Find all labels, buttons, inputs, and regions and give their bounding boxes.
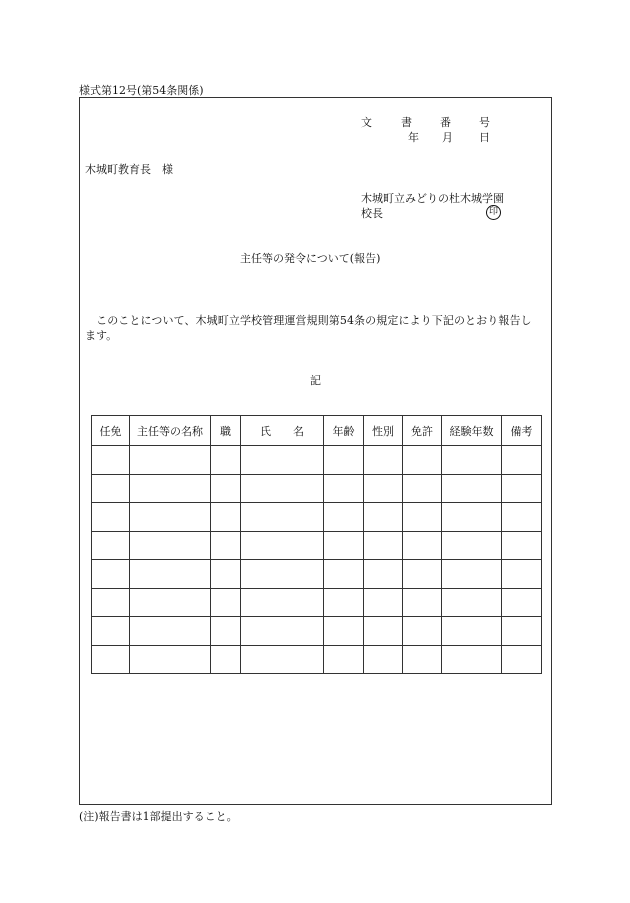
table-row bbox=[92, 560, 542, 589]
table-cell bbox=[403, 474, 442, 503]
table-cell bbox=[364, 474, 403, 503]
table-cell bbox=[241, 446, 324, 475]
table-cell bbox=[403, 531, 442, 560]
subject: 主任等の発令について(報告) bbox=[240, 252, 381, 265]
table-cell bbox=[442, 645, 502, 674]
table-cell bbox=[502, 617, 542, 646]
table-cell bbox=[211, 474, 241, 503]
table-cell bbox=[241, 531, 324, 560]
table-cell bbox=[130, 531, 211, 560]
table-row bbox=[92, 446, 542, 475]
table-cell bbox=[241, 474, 324, 503]
table-cell bbox=[364, 617, 403, 646]
header-name: 氏 名 bbox=[241, 416, 324, 446]
table-cell bbox=[130, 645, 211, 674]
table-cell bbox=[211, 531, 241, 560]
header-sex: 性別 bbox=[364, 416, 403, 446]
table-cell bbox=[502, 446, 542, 475]
table-cell bbox=[403, 617, 442, 646]
table-cell bbox=[130, 503, 211, 532]
table-cell bbox=[211, 560, 241, 589]
table-cell bbox=[442, 560, 502, 589]
table-cell bbox=[211, 446, 241, 475]
sender-title: 校長 bbox=[361, 207, 383, 220]
table-cell bbox=[442, 503, 502, 532]
table-cell bbox=[364, 588, 403, 617]
table-cell bbox=[241, 588, 324, 617]
table-cell bbox=[324, 474, 364, 503]
table-row bbox=[92, 617, 542, 646]
table-cell bbox=[130, 588, 211, 617]
table-cell bbox=[502, 588, 542, 617]
table-header-row bbox=[92, 416, 542, 446]
report-table bbox=[91, 415, 542, 674]
table-cell bbox=[364, 560, 403, 589]
table-cell bbox=[442, 588, 502, 617]
header-ninmen: 任免 bbox=[92, 416, 130, 446]
table-row bbox=[92, 503, 542, 532]
header-experience: 経験年数 bbox=[442, 416, 502, 446]
table-cell bbox=[324, 446, 364, 475]
table-cell bbox=[324, 645, 364, 674]
footnote: (注)報告書は1部提出すること。 bbox=[79, 810, 238, 823]
table-cell bbox=[324, 503, 364, 532]
table-cell bbox=[442, 531, 502, 560]
table-cell bbox=[324, 560, 364, 589]
table-cell bbox=[92, 531, 130, 560]
table-cell bbox=[403, 503, 442, 532]
table-cell bbox=[130, 474, 211, 503]
table-cell bbox=[364, 503, 403, 532]
table-cell bbox=[442, 474, 502, 503]
table-cell bbox=[502, 474, 542, 503]
header-remarks: 備考 bbox=[502, 416, 542, 446]
table-cell bbox=[364, 645, 403, 674]
table-cell bbox=[241, 503, 324, 532]
table-cell bbox=[130, 446, 211, 475]
table-cell bbox=[502, 503, 542, 532]
table-row bbox=[92, 645, 542, 674]
table-cell bbox=[130, 560, 211, 589]
table-cell bbox=[130, 617, 211, 646]
table-cell bbox=[502, 531, 542, 560]
table-cell bbox=[92, 474, 130, 503]
table-cell bbox=[403, 588, 442, 617]
table-cell bbox=[211, 588, 241, 617]
table-cell bbox=[241, 560, 324, 589]
table-row bbox=[92, 474, 542, 503]
seal-icon: 印 bbox=[486, 205, 501, 220]
table-cell bbox=[241, 645, 324, 674]
table-cell bbox=[92, 617, 130, 646]
header-license: 免許 bbox=[403, 416, 442, 446]
header-position: 職 bbox=[211, 416, 241, 446]
sender-school: 木城町立みどりの杜木城学園 bbox=[361, 192, 504, 205]
table-cell bbox=[211, 645, 241, 674]
table-cell bbox=[92, 503, 130, 532]
addressee: 木城町教育長 様 bbox=[85, 163, 173, 176]
ki-heading: 記 bbox=[310, 374, 321, 387]
table-row bbox=[92, 588, 542, 617]
table-cell bbox=[403, 560, 442, 589]
body-line-2: ます。 bbox=[85, 329, 118, 342]
table-cell bbox=[324, 531, 364, 560]
table-cell bbox=[241, 617, 324, 646]
table-cell bbox=[403, 645, 442, 674]
table-cell bbox=[92, 446, 130, 475]
table-cell bbox=[211, 503, 241, 532]
table-cell bbox=[324, 617, 364, 646]
table-cell bbox=[442, 446, 502, 475]
table-cell bbox=[324, 588, 364, 617]
table-cell bbox=[502, 560, 542, 589]
table-cell bbox=[364, 531, 403, 560]
body-line-1: このことについて、木城町立学校管理運営規則第54条の規定により下記のとおり報告し bbox=[85, 314, 532, 327]
table-cell bbox=[403, 446, 442, 475]
table-cell bbox=[92, 560, 130, 589]
form-label: 様式第12号(第54条関係) bbox=[79, 84, 204, 97]
table-row bbox=[92, 531, 542, 560]
header-age: 年齢 bbox=[324, 416, 364, 446]
table-cell bbox=[211, 617, 241, 646]
header-role-name: 主任等の名称 bbox=[130, 416, 211, 446]
table-cell bbox=[502, 645, 542, 674]
table-cell bbox=[92, 645, 130, 674]
table-cell bbox=[364, 446, 403, 475]
table-cell bbox=[442, 617, 502, 646]
table-cell bbox=[92, 588, 130, 617]
